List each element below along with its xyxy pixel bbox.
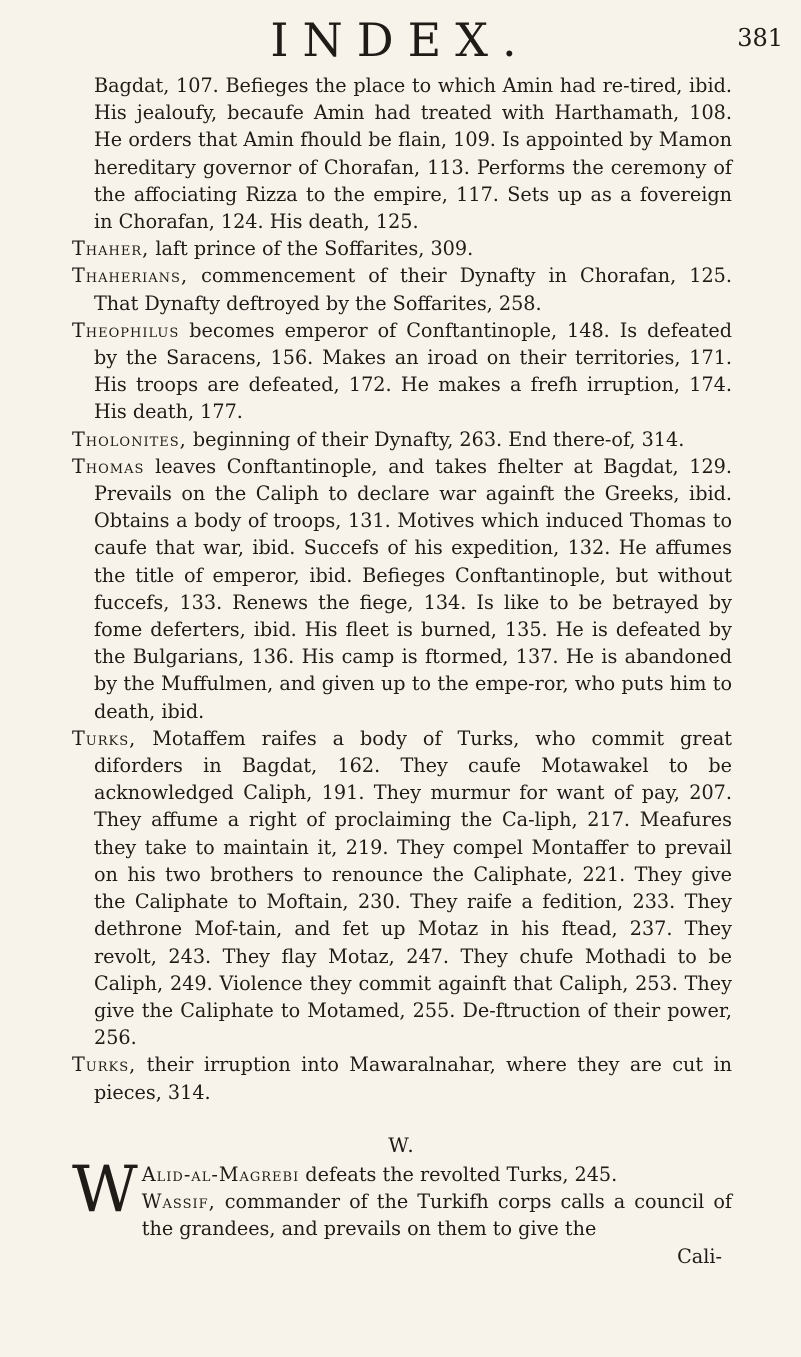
index-entry — [72, 1051, 732, 1105]
entry-head: Wassif, — [141, 1190, 216, 1214]
entry-text: laft prince of the Soffarites, 309. — [149, 237, 474, 261]
catchword: Cali- — [677, 1244, 722, 1268]
entry-head: Thaherians, — [72, 264, 189, 288]
entry-text: beginning of their Dynafty, 263. End there-of, 314. — [186, 427, 685, 451]
entry-text: commencement of their Dynafty in Chorafan, 125. That Dynafty deftroyed by the Soffarites, 258. — [94, 264, 732, 315]
index-entry — [72, 72, 732, 235]
entry-head: Tholonites, — [72, 427, 187, 451]
entry-text: commander of the Turkifh corps calls a council of the grandees, and prevails on them to give the — [141, 1190, 732, 1241]
index-body — [72, 72, 732, 1270]
entry-text: becomes emperor of Conftantinople, 148. Is defeated by the Saracens, 156. Makes an iroad on their territories, 171. His troops are defeated, 172. He makes a frefh irruption, 174. His death, 177. — [94, 318, 732, 424]
index-entry — [72, 317, 732, 426]
index-entry — [72, 262, 732, 316]
entry-text: defeats the revolted Turks, 245. — [299, 1162, 618, 1186]
index-entry — [72, 1152, 732, 1243]
section-heading-w: W. — [388, 1132, 416, 1157]
index-entry — [72, 235, 732, 262]
entry-head: Turks, — [72, 726, 137, 750]
entry-text: their irruption into Mawaralnahar, where they are cut in pieces, 314. — [94, 1053, 732, 1104]
drop-cap: W — [72, 1152, 138, 1227]
index-entry — [72, 426, 732, 453]
entry-text: leaves Conftantinople, and takes fhelter at Bagdat, 129. Prevails on the Caliph to declare war againft the Greeks, ibid. Obtains a body of troops, 131. Motives which induced Thomas to caufe that war, ibid. Succefs of his expedition, 132. He affumes the title of emperor, ibid. Befieges Conftantinople, but without fuccefs, 133. Renews the fiege, 134. Is like to be betrayed by fome deferters, ibid. His fleet is burned, 135. He is defeated by the Bulgarians, 136. His camp is ftormed, 137. He is abandoned by the Muffulmen, and given up to the empe-ror, who puts him to death, ibid. — [94, 454, 732, 723]
entry-head: Alid-al-Magrebi — [141, 1162, 300, 1186]
entry-head: Turks, — [72, 1053, 137, 1077]
index-entry — [72, 725, 732, 1051]
entry-head: Theophilus — [72, 318, 180, 342]
index-entry — [72, 453, 732, 725]
entry-text: Bagdat, 107. Befieges the place to which Amin had re-tired, ibid. His jealoufy, becaufe Amin had treated with Harthamath, 108. He orders that Amin fhould be flain, 109. Is appointed by Mamon hereditary governor of Chorafan, 113. Performs the ceremony of the affociating Rizza to the empire, 117. Sets up as a fovereign in Chorafan, 124. His death, 125. — [94, 74, 732, 234]
entry-text: Motaffem raifes a body of Turks, who commit great diforders in Bagdat, 162. They caufe Motawakel to be acknowledged Caliph, 191. They murmur for want of pay, 207. They affume a right of proclaiming the Ca-liph, 217. Meafures they take to maintain it, 219. They compel Montaffer to prevail on his two brothers to renounce the Caliphate, 221. They give the Caliphate to Moftain, 230. They raife a fedition, 233. They dethrone Mof-tain, and fet up Motaz in his ftead, 237. They revolt, 243. They flay Motaz, 247. They chufe Mothadi to be Caliph, 249. Violence they commit againft that Caliph, 253. They give the Caliphate to Motamed, 255. De-ftruction of their power, 256. — [94, 726, 732, 1050]
page-header-title: INDEX. — [270, 13, 531, 67]
entry-head: Thaher, — [72, 237, 150, 261]
page-number: 381 — [737, 24, 783, 52]
entry-head: Thomas — [72, 454, 145, 478]
